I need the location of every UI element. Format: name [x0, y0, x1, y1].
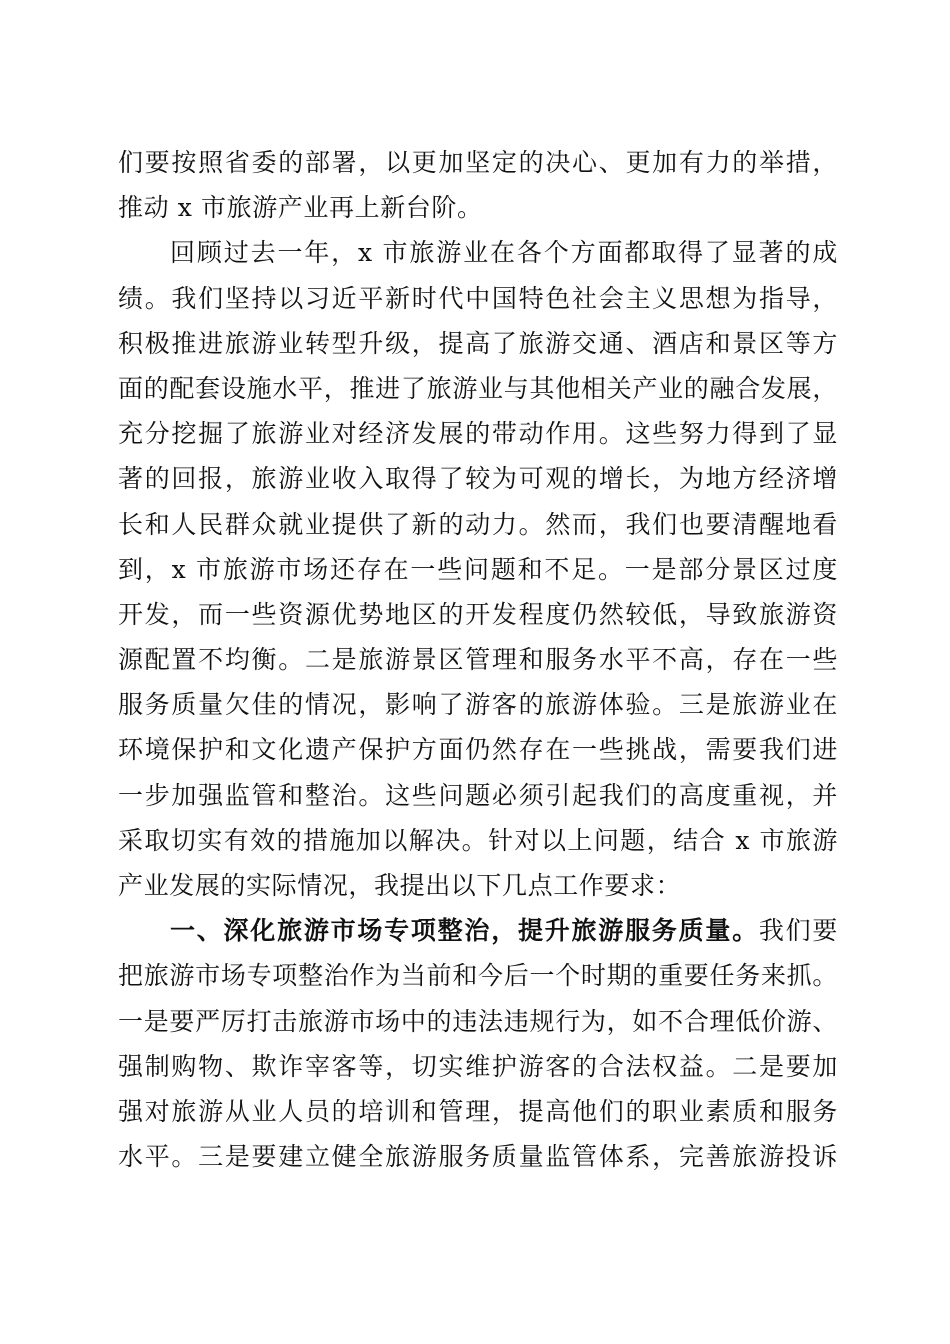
text-line: 们要按照省委的部署，以更加坚定的决心、更加有力的举措，: [118, 148, 838, 177]
section-heading-line: [118, 908, 838, 953]
section-heading-rest: 我们要: [758, 916, 838, 946]
section-heading: 一、深化旅游市场专项整治，提升旅游服务质量。: [170, 916, 759, 946]
text-line: 服务质量欠佳的情况，影响了游客的旅游体验。三是旅游业在: [118, 690, 838, 720]
text-line: 源配置不均衡。二是旅游景区管理和服务水平不高，存在一些: [118, 645, 838, 675]
text-line: 著的回报，旅游业收入取得了较为可观的增长，为地方经济增: [118, 464, 838, 494]
text-line: 采取切实有效的措施加以解决。针对以上问题，结合 x 市旅游: [118, 825, 838, 855]
text-line: 产业发展的实际情况，我提出以下几点工作要求：: [118, 871, 682, 900]
text-line: 到，x 市旅游市场还存在一些问题和不足。一是部分景区过度: [118, 554, 838, 584]
text-line: 绩。我们坚持以习近平新时代中国特色社会主义思想为指导，: [118, 283, 838, 313]
text-line: 环境保护和文化遗产保护方面仍然存在一些挑战，需要我们进: [118, 735, 838, 765]
text-line: 长和人民群众就业提供了新的动力。然而，我们也要清醒地看: [118, 509, 838, 539]
text-line: 把旅游市场专项整治作为当前和今后一个时期的重要任务来抓。: [118, 961, 838, 991]
text-line: 充分挖掘了旅游业对经济发展的带动作用。这些努力得到了显: [118, 419, 838, 449]
text-line: 积极推进旅游业转型升级，提高了旅游交通、酒店和景区等方: [118, 328, 838, 358]
text-line: 一步加强监管和整治。这些问题必须引起我们的高度重视，并: [118, 780, 838, 810]
document-body: [118, 140, 838, 1179]
text-line: 强对旅游从业人员的培训和管理，提高他们的职业素质和服务: [118, 1096, 838, 1126]
text-line: 推动 x 市旅游产业再上新台阶。: [118, 193, 483, 223]
text-line: 一是要严厉打击旅游市场中的违法违规行为，如不合理低价游、: [118, 1006, 838, 1036]
text-line: 开发，而一些资源优势地区的开发程度仍然较低，导致旅游资: [118, 599, 838, 629]
text-line: 强制购物、欺诈宰客等，切实维护游客的合法权益。二是要加: [118, 1051, 838, 1081]
text-line: 回顾过去一年，x 市旅游业在各个方面都取得了显著的成: [170, 238, 838, 268]
text-line: 水平。三是要建立健全旅游服务质量监管体系，完善旅游投诉: [118, 1142, 838, 1172]
text-line: 面的配套设施水平，推进了旅游业与其他相关产业的融合发展，: [118, 373, 838, 403]
